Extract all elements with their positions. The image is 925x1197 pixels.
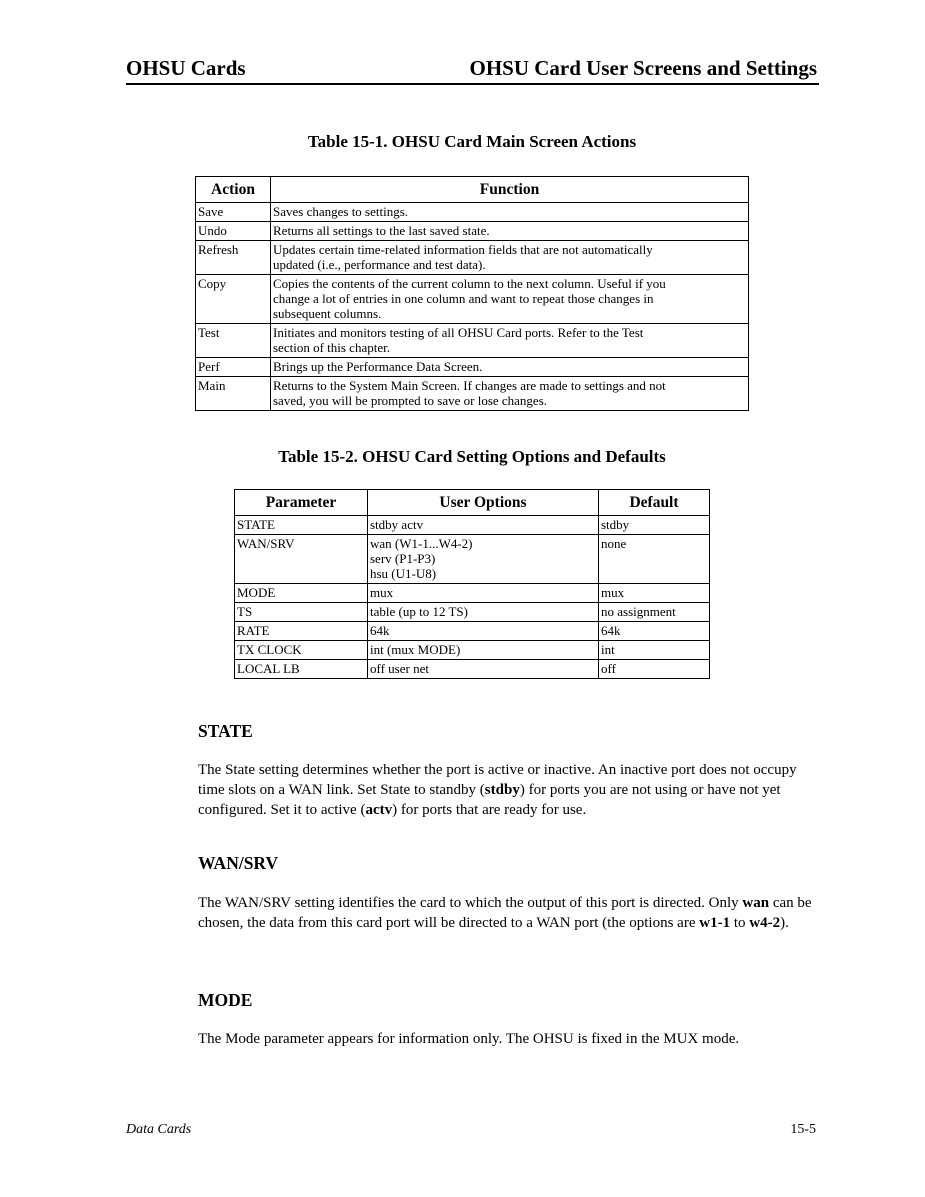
table-row [235,603,710,622]
options-cell-line: table (up to 12 TS) [370,604,468,619]
function-cell [271,241,749,275]
default-cell: off [599,660,710,679]
parameter-cell: TS [235,603,368,622]
wansrv-text-2: can be chosen, the data from this card port will be directed to a WAN port (the options are [198,895,812,931]
settings-table-body [235,516,710,679]
table-row [196,358,749,377]
options-cell-line: stdby actv [370,517,424,532]
state-text-3: ) for ports that are ready for use. [392,802,587,818]
function-cell-line: Saves changes to settings. [273,204,409,219]
options-cell [368,535,599,584]
table-row [196,222,749,241]
wansrv-paragraph [198,893,818,933]
options-cell [368,660,599,679]
wansrv-bold-wan: wan [742,895,770,911]
options-cell [368,516,599,535]
action-cell: Copy [196,275,271,324]
column-header-function: Function [271,177,749,203]
options-cell-line: int (mux MODE) [370,642,461,657]
action-cell: Refresh [196,241,271,275]
action-cell: Undo [196,222,271,241]
parameter-cell: RATE [235,622,368,641]
options-cell-line: serv (P1-P3) [370,551,436,566]
state-text-1: The State setting determines whether the port is active or inactive. An inactive port does not occupy time slots on a WAN link. Set State to standby ( [198,762,797,798]
parameter-cell: WAN/SRV [235,535,368,584]
parameter-cell: MODE [235,584,368,603]
function-cell-line: section of this chapter. [273,340,390,355]
table-row [235,535,710,584]
action-cell: Perf [196,358,271,377]
table-row [235,660,710,679]
default-cell: int [599,641,710,660]
function-cell-line: Brings up the Performance Data Screen. [273,359,483,374]
options-cell-line: wan (W1-1...W4-2) [370,536,473,551]
wansrv-text-3: to [730,915,750,931]
function-cell-line: Returns all settings to the last saved state. [273,223,490,238]
function-cell-line: Copies the contents of the current column to the next column. Useful if you [273,276,666,291]
wansrv-text-4: ). [780,915,789,931]
table-header-row [235,490,710,516]
function-cell-line: Initiates and monitors testing of all OHSU Card ports. Refer to the Test [273,325,644,340]
footer-page-number: 15-5 [790,1122,816,1137]
function-cell-line: updated (i.e., performance and test data). [273,257,486,272]
options-cell-line: mux [370,585,394,600]
table-row [235,516,710,535]
default-cell: no assignment [599,603,710,622]
default-cell: 64k [599,622,710,641]
function-cell [271,275,749,324]
table2-caption: Table 15-2. OHSU Card Setting Options and Defaults [278,447,666,466]
state-bold-stdby: stdby [484,782,520,798]
parameter-cell: STATE [235,516,368,535]
default-cell: stdby [599,516,710,535]
default-cell: none [599,535,710,584]
mode-paragraph: The Mode parameter appears for information only. The OHSU is fixed in the MUX mode. [198,1031,740,1047]
parameter-cell: TX CLOCK [235,641,368,660]
action-cell: Save [196,203,271,222]
action-cell: Main [196,377,271,411]
table-row [196,203,749,222]
function-cell-line: change a lot of entries in one column and want to repeat those changes in [273,291,654,306]
function-cell [271,222,749,241]
running-header-section: OHSU Card User Screens and Settings [469,56,817,80]
function-cell-line: Returns to the System Main Screen. If changes are made to settings and not [273,378,666,393]
table-row [196,324,749,358]
table-header-row [196,177,749,203]
wansrv-text-1: The WAN/SRV setting identifies the card to which the output of this port is directed. Only [198,895,743,911]
column-header-action: Action [196,177,271,203]
actions-table [195,176,749,411]
function-cell [271,358,749,377]
options-cell [368,603,599,622]
wansrv-bold-w1-1: w1-1 [699,915,731,931]
table-row [196,377,749,411]
state-text-2: ) for ports you are not using or have not yet configured. Set it to active ( [198,782,781,818]
column-header-user-options: User Options [368,490,599,516]
options-cell-line: off user net [370,661,429,676]
table-row [196,241,749,275]
table-row [196,275,749,324]
table-row [235,641,710,660]
settings-table [234,489,710,679]
options-cell-line: hsu (U1-U8) [370,566,437,581]
parameter-cell: LOCAL LB [235,660,368,679]
options-cell [368,622,599,641]
state-paragraph [198,760,818,820]
header-rule [126,83,819,85]
default-cell: mux [599,584,710,603]
state-bold-actv: actv [365,802,393,818]
wansrv-bold-w4-2: w4-2 [749,915,781,931]
function-cell-line: saved, you will be prompted to save or lose changes. [273,393,548,408]
actions-table-body [196,203,749,411]
footer-book-title: Data Cards [126,1122,192,1137]
function-cell-line: Updates certain time-related information fields that are not automatically [273,242,653,257]
action-cell: Test [196,324,271,358]
function-cell [271,324,749,358]
function-cell [271,203,749,222]
column-header-default: Default [599,490,710,516]
options-cell [368,584,599,603]
table-row [235,622,710,641]
options-cell [368,641,599,660]
section-heading-wansrv: WAN/SRV [198,853,279,873]
table-row [235,584,710,603]
section-heading-state: STATE [198,721,253,741]
options-cell-line: 64k [370,623,390,638]
function-cell [271,377,749,411]
function-cell-line: subsequent columns. [273,306,382,321]
running-header-chapter: OHSU Cards [126,56,246,80]
section-heading-mode: MODE [198,990,253,1010]
table1-caption: Table 15-1. OHSU Card Main Screen Actions [307,132,637,151]
column-header-parameter: Parameter [235,490,368,516]
